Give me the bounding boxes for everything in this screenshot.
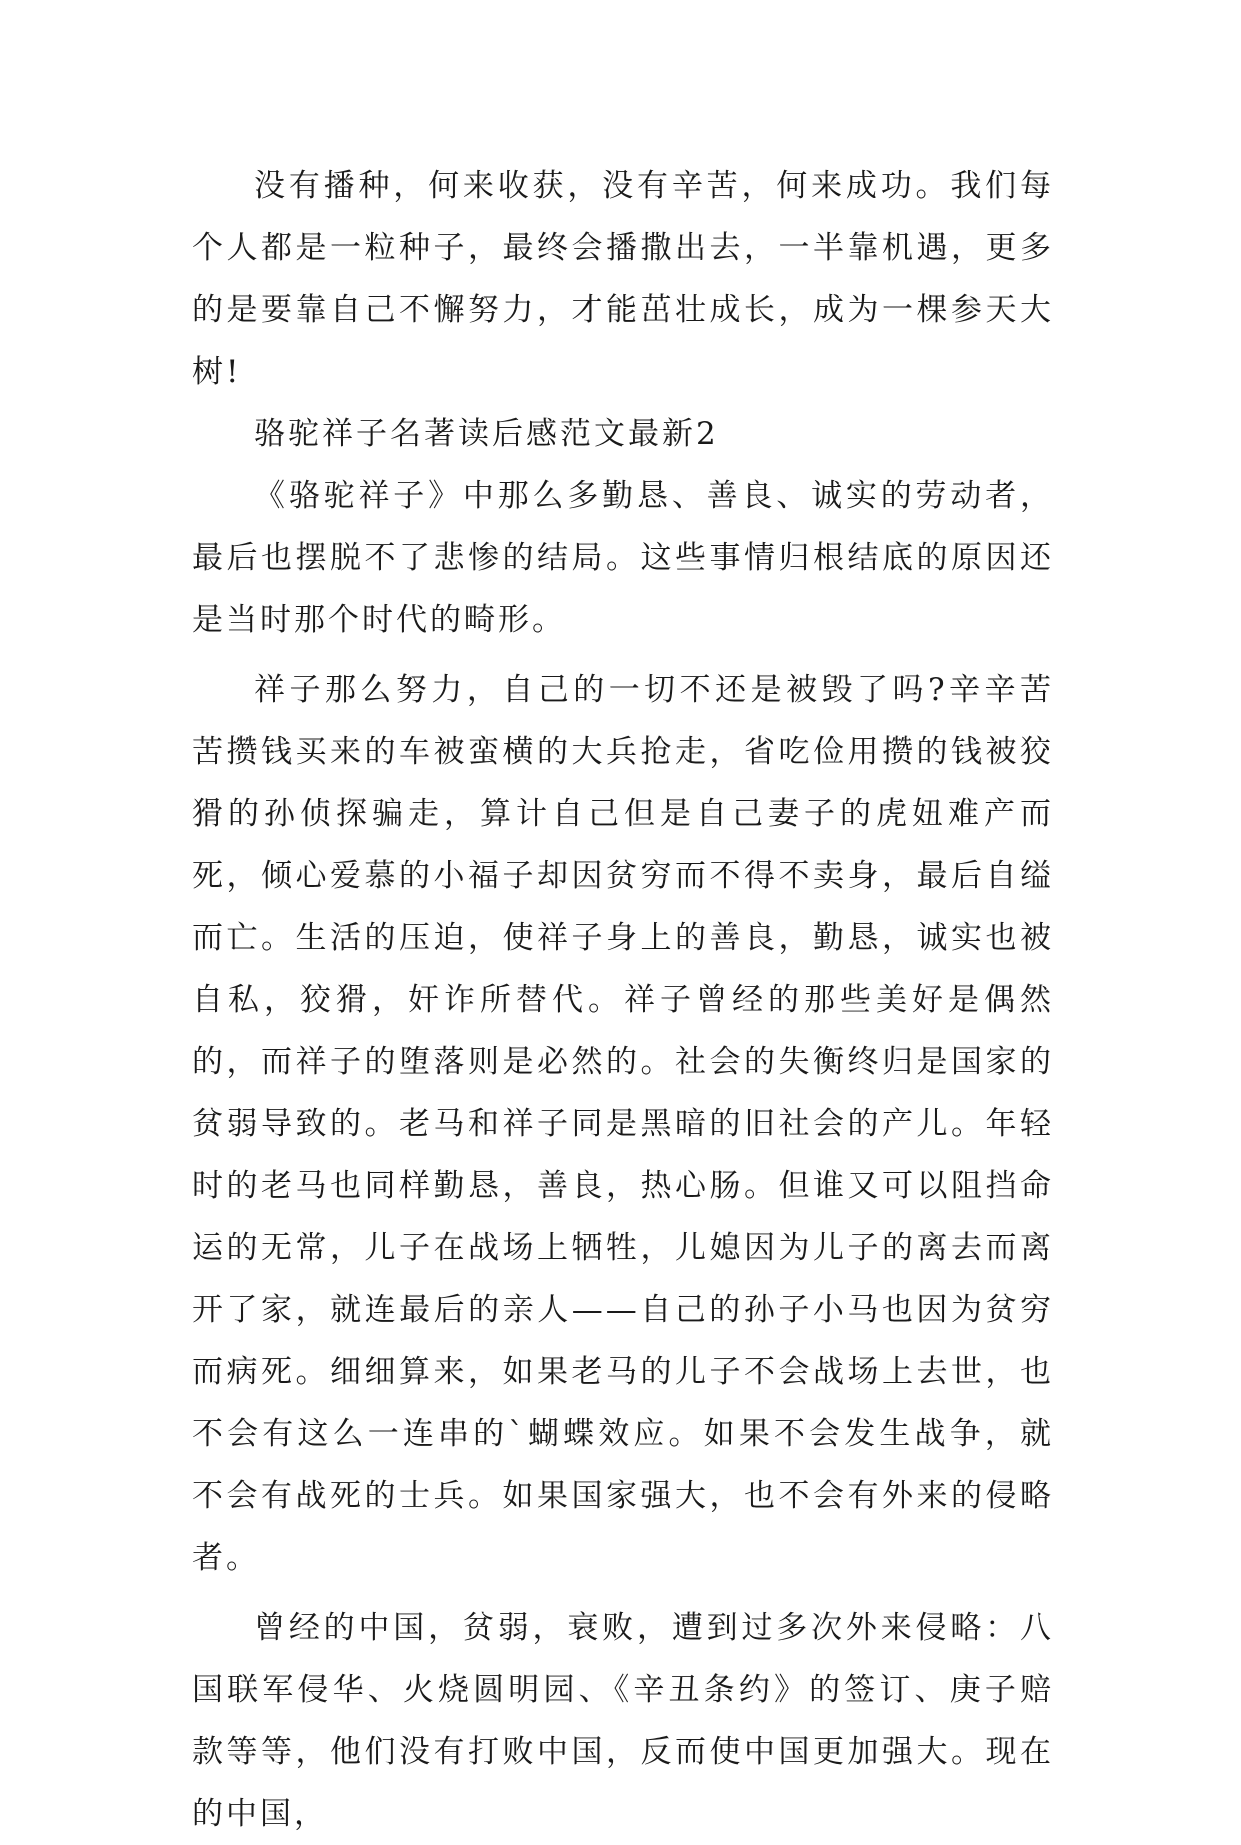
paragraph-closing-previous: 没有播种，何来收获，没有辛苦，何来成功。我们每个人都是一粒种子，最终会播撒出去，一半靠机遇，更多的是要靠自己不懈努力，才能茁壮成长，成为一棵参天大树!: [192, 168, 1054, 390]
paragraph-xiangzi: 祥子那么努力，自己的一切不还是被毁了吗?辛辛苦苦攒钱买来的车被蛮横的大兵抢走，省吃俭用攒的钱被狡猾的孙侦探骗走，算计自己但是自己妻子的虎妞难产而死，倾心爱慕的小福子却因贫穷而不得不卖身，最后自缢而亡。生活的压迫，使祥子身上的善良，勤恳，诚实也被自私，狡猾，奸诈所替代。祥子曾经的那些美好是偶然的，而祥子的堕落则是必然的。社会的失衡终归是国家的贫弱导致的。老马和祥子同是黑暗的旧社会的产儿。年轻时的老马也同样勤恳，善良，热心肠。但谁又可以阻挡命运的无常，儿子在战场上牺牲，儿媳因为儿子的离去而离开了家，就连最后的亲人——自己的孙子小马也因为贫穷而病死。细细算来，如果老马的儿子不会战场上去世，也不会有这么一连串的`蝴蝶效应。如果不会发生战争，就不会有战死的士兵。如果国家强大，也不会有外来的侵略者。: [192, 672, 1054, 1576]
paragraph-intro: 《骆驼祥子》中那么多勤恳、善良、诚实的劳动者，最后也摆脱不了悲惨的结局。这些事情归根结底的原因还是当时那个时代的畸形。: [192, 478, 1054, 638]
paragraph-china: 曾经的中国，贫弱，衰败，遭到过多次外来侵略：八国联军侵华、火烧圆明园、《辛丑条约》的签订、庚子赔款等等，他们没有打败中国，反而使中国更加强大。现在的中国，: [192, 1610, 1054, 1832]
document-body: [192, 155, 1054, 1845]
section-heading: 骆驼祥子名著读后感范文最新2: [254, 416, 719, 452]
